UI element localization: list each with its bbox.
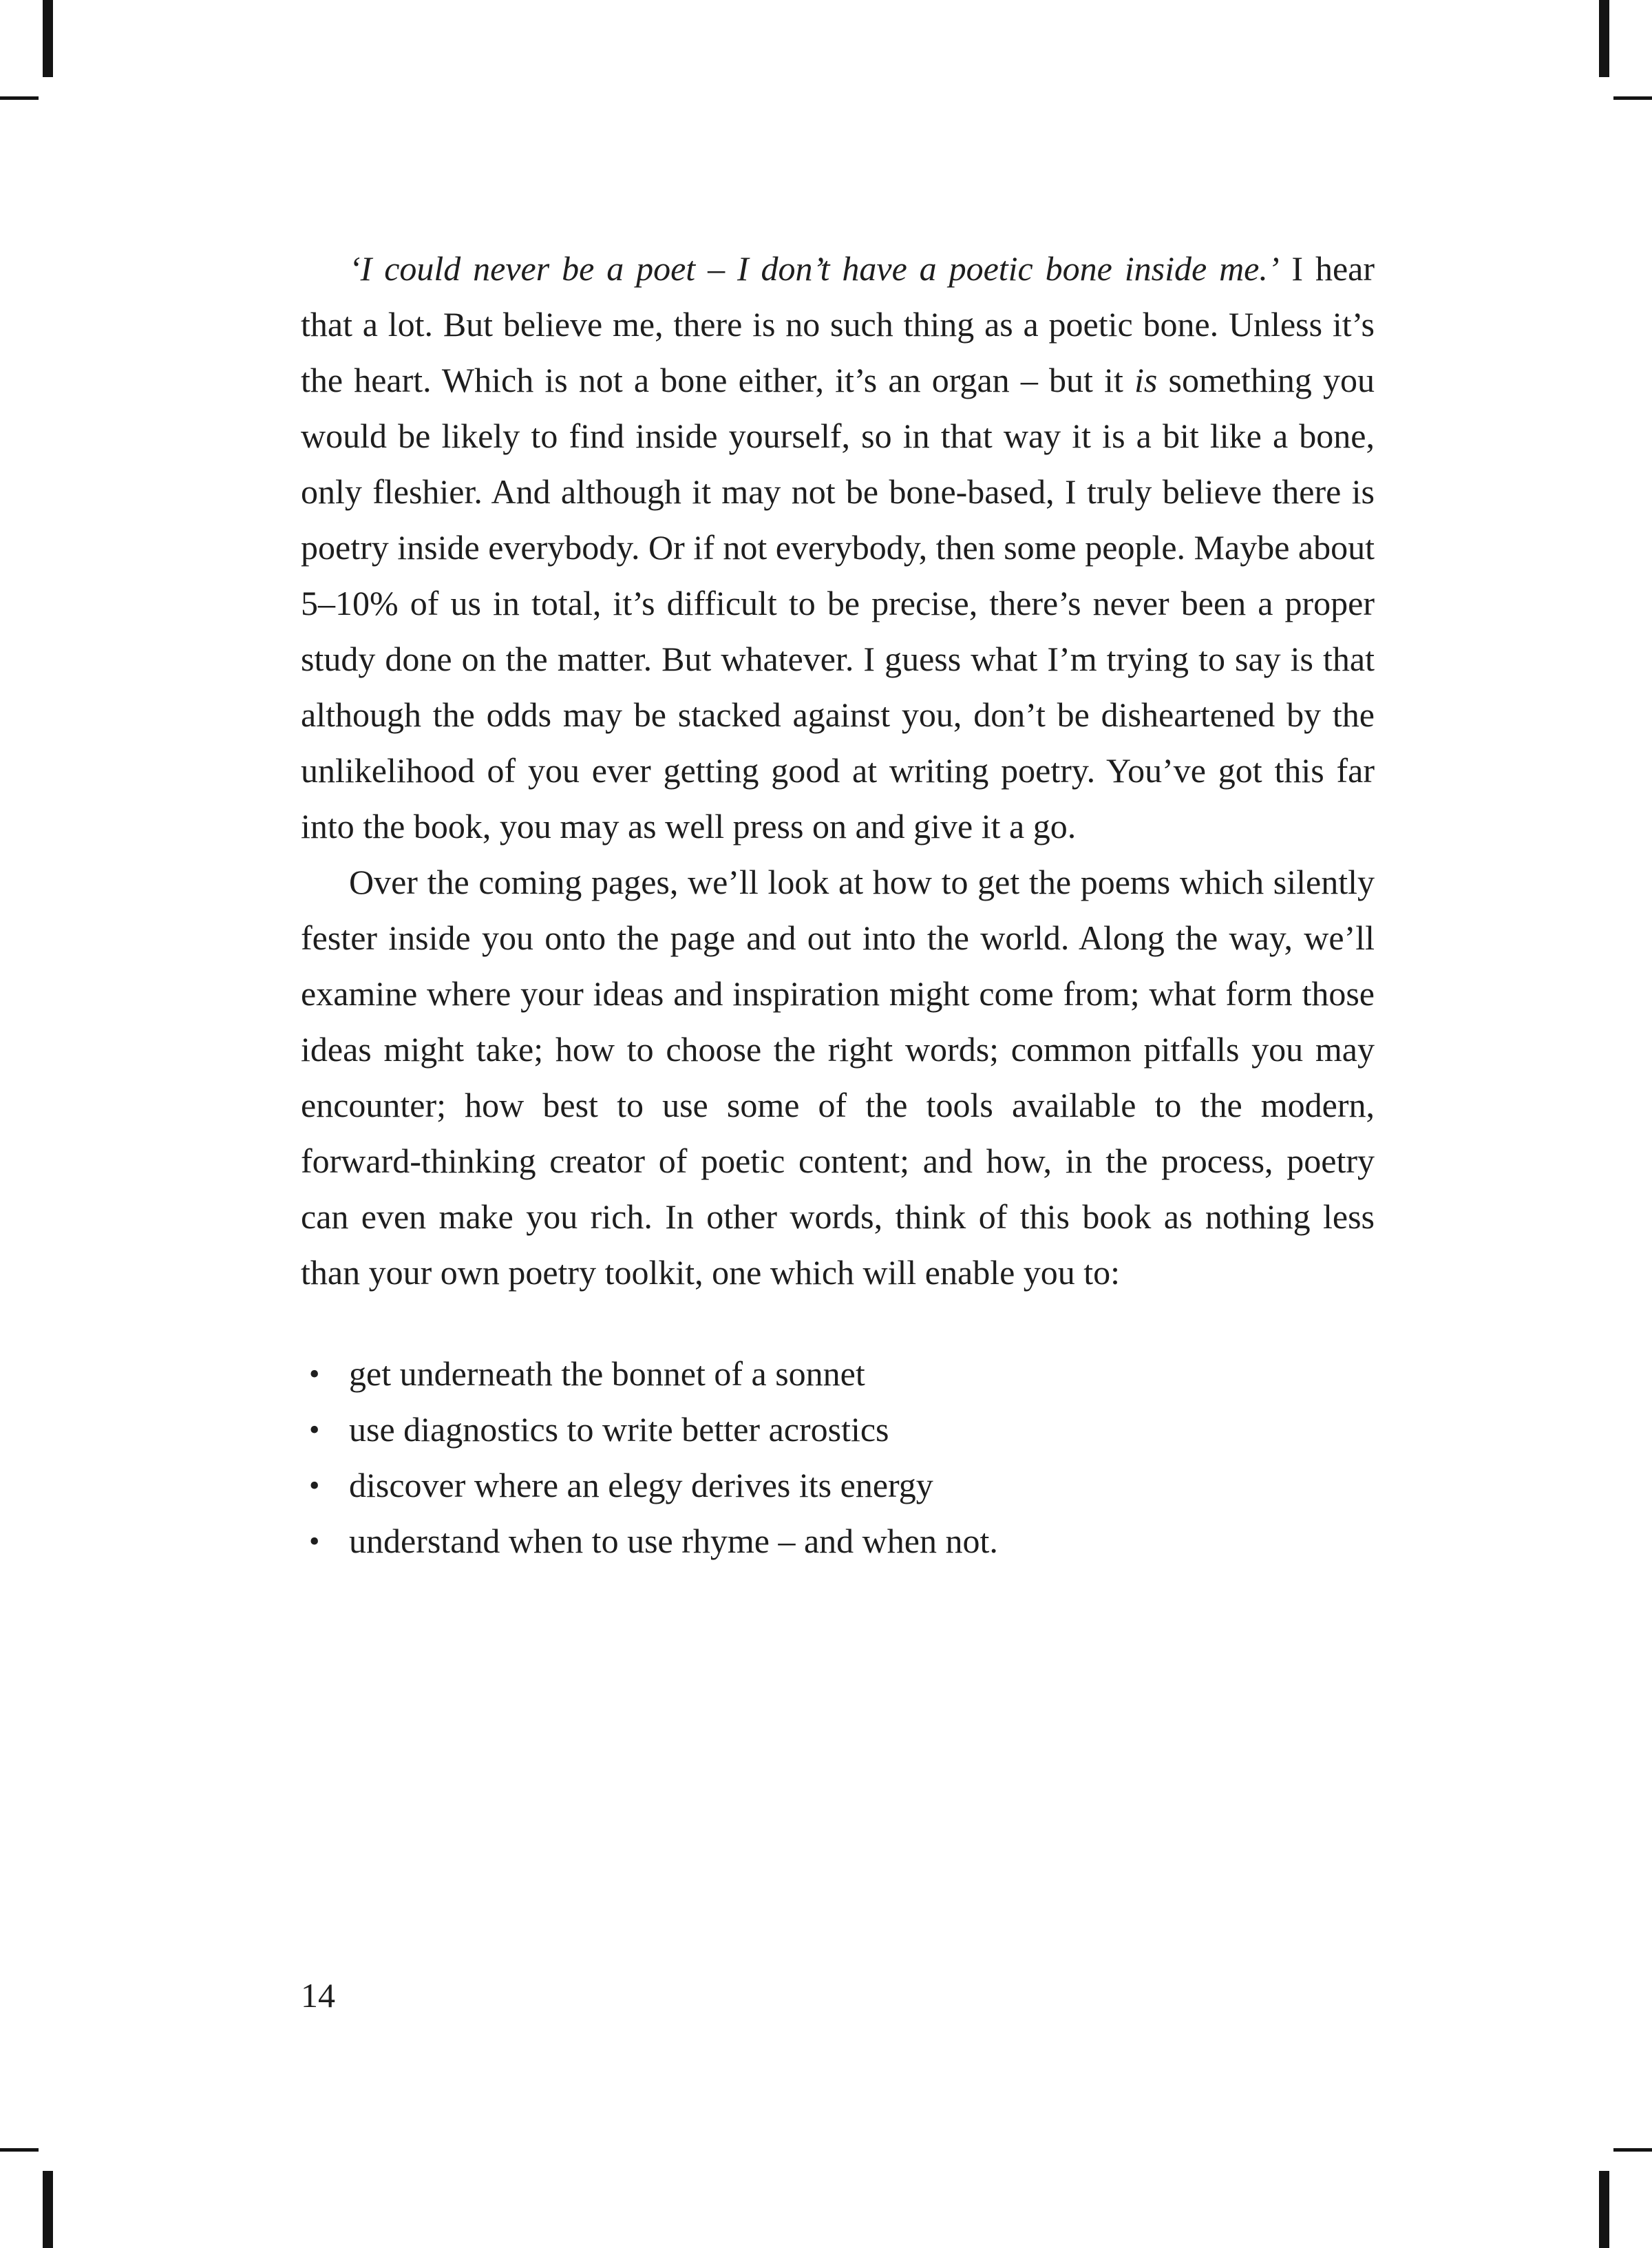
list-item xyxy=(301,1458,1375,1513)
crop-mark-bottom-right-horizontal xyxy=(1613,2148,1652,2152)
italic-epigraph: ‘I could never be a poet – I don’t have a poetic bone inside me.’ xyxy=(349,249,1280,288)
list-item-text: use diagnostics to write better acrostics xyxy=(349,1410,889,1449)
crop-mark-top-right-vertical xyxy=(1599,0,1609,77)
crop-mark-bottom-left-vertical xyxy=(43,2171,53,2248)
list-item-text: get underneath the bonnet of a sonnet xyxy=(349,1354,865,1393)
paragraph-opening-text-a: I hear that a lot. But believe me, there is no such thing as a poetic bone. Unless it’s the heart. Which is not a bone either, it’s an organ – but it xyxy=(301,249,1375,399)
page-text-block xyxy=(301,241,1375,1569)
bullet-icon: • xyxy=(309,1469,320,1502)
paragraph-opening-text-b: something you would be likely to find inside yourself, so in that way it is a bit like a bone, only fleshier. And although it may not be bone-based, I truly believe there is poetry inside everybody. Or if not everybody, then some people. Maybe about 5–10% of us in total, it’s difficult to be precise, there’s never been a proper study done on the matter. But whatever. I guess what I’m trying to say is that although the odds may be stacked against you, don’t be disheartened by the unlikelihood of you ever getting good at writing poetry. You’ve got this far into the book, you may as well press on and give it a go. xyxy=(301,361,1375,845)
crop-mark-bottom-right-vertical xyxy=(1599,2171,1609,2248)
list-item-text: discover where an elegy derives its energy xyxy=(349,1466,933,1504)
paragraph-overview: Over the coming pages, we’ll look at how to get the poems which silently fester inside you onto the page and out into the world. Along the way, we’ll examine where your ideas and inspiration might come from; what form those ideas might take; how to choose the right words; common pitfalls you may encounter; how best to use some of the tools available to the modern, forward-thinking creator of poetic content; and how, in the process, poetry can even make you rich. In other words, think of this book as nothing less than your own poetry toolkit, one which will enable you to: xyxy=(301,863,1375,1292)
paragraph-opening xyxy=(301,241,1375,854)
crop-mark-top-left-horizontal xyxy=(0,96,39,100)
list-item xyxy=(301,1402,1375,1458)
bullet-icon: • xyxy=(309,1357,320,1391)
crop-mark-bottom-left-horizontal xyxy=(0,2148,39,2152)
list-item xyxy=(301,1346,1375,1402)
page-number: 14 xyxy=(301,1976,335,2015)
list-item xyxy=(301,1513,1375,1569)
italic-emphasis-is: is xyxy=(1134,361,1158,399)
crop-mark-top-right-horizontal xyxy=(1613,96,1652,100)
bullet-icon: • xyxy=(309,1413,320,1447)
list-item-text: understand when to use rhyme – and when not. xyxy=(349,1522,998,1560)
crop-mark-top-left-vertical xyxy=(43,0,53,77)
bullet-icon: • xyxy=(309,1524,320,1558)
bullet-list xyxy=(301,1346,1375,1569)
